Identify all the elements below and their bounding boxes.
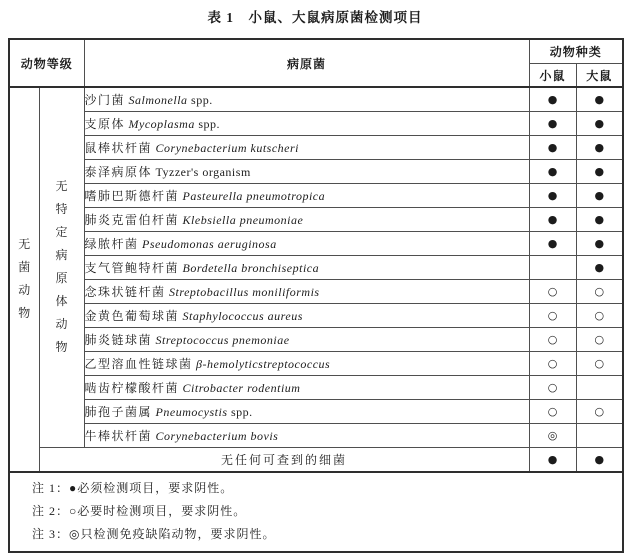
pathogen-name-cell	[84, 207, 529, 231]
mouse-marker-cell: ○	[529, 327, 576, 351]
rat-marker-cell: ○	[576, 279, 623, 303]
pathogen-name-cell	[84, 303, 529, 327]
grade-label-vertical	[40, 175, 84, 359]
rat-marker-cell: ○	[576, 399, 623, 423]
grade-char: 菌	[18, 260, 31, 275]
table-body	[9, 87, 623, 552]
pathogen-chinese-name: 啮齿柠檬酸杆菌	[84, 380, 180, 395]
pathogen-latin-name: Citrobacter rodentium	[179, 380, 301, 395]
pathogen-name-cell	[84, 255, 529, 279]
pathogen-row	[9, 423, 623, 447]
pathogen-row	[9, 303, 623, 327]
pathogen-latin-name: Pasteurella pneumotropica	[179, 188, 326, 203]
pathogen-latin-name: Streptococcus pnemoniae	[152, 332, 290, 347]
header-rat: 大鼠	[576, 64, 623, 88]
mouse-marker-cell: ◎	[529, 423, 576, 447]
pathogen-chinese-name: 嗜肺巴斯德杆菌	[84, 188, 180, 203]
pathogen-name-cell	[84, 135, 529, 159]
pathogen-name-suffix: spp.	[187, 92, 213, 107]
header-pathogen: 病原菌	[84, 39, 529, 87]
table-title: 表 1 小鼠、大鼠病原菌检测项目	[207, 10, 423, 25]
pathogen-chinese-name: 支原体	[84, 116, 126, 131]
note-3: 注 3：◎只检测免疫缺陷动物，要求阴性。	[32, 527, 276, 541]
pathogen-latin-name: Streptobacillus moniliformis	[165, 284, 320, 299]
pathogen-row	[9, 255, 623, 279]
mouse-marker-cell: ○	[529, 351, 576, 375]
pathogen-latin-name: β-hemolyticstreptococcus	[192, 356, 331, 371]
pathogen-chinese-name: 泰泽病原体	[84, 164, 153, 179]
pathogen-chinese-name: 支气管鲍特杆菌	[84, 260, 180, 275]
pathogen-row	[9, 279, 623, 303]
header-row-1	[9, 39, 623, 64]
pathogen-latin-name: Corynebacterium bovis	[152, 428, 279, 443]
pathogen-row	[9, 87, 623, 111]
notes-box	[9, 472, 623, 552]
pathogen-name-cell	[84, 279, 529, 303]
mouse-marker-cell: ○	[529, 303, 576, 327]
pathogen-chinese-name: 肺孢子菌属	[84, 404, 153, 419]
grade-char: 原	[55, 271, 68, 286]
pathogen-latin-name: Mycoplasma	[125, 116, 195, 131]
note-2: 注 2：○必要时检测项目，要求阴性。	[32, 504, 247, 518]
rat-marker-cell: ○	[576, 303, 623, 327]
pathogen-name-suffix: spp.	[227, 404, 253, 419]
grade-char: 动	[18, 283, 31, 298]
rat-marker-cell	[576, 423, 623, 447]
table-header	[9, 39, 623, 87]
rat-marker-cell: ●	[576, 183, 623, 207]
grade-char: 动	[55, 317, 68, 332]
pathogen-detection-table	[8, 38, 624, 553]
rat-marker-cell: ●	[576, 255, 623, 279]
mouse-marker-cell: ●	[529, 87, 576, 111]
mouse-marker-cell: ●	[529, 135, 576, 159]
summary-rat-marker: ●	[576, 447, 623, 472]
rat-marker-cell: ●	[576, 111, 623, 135]
pathogen-row	[9, 351, 623, 375]
pathogen-row	[9, 327, 623, 351]
pathogen-name-cell	[84, 399, 529, 423]
pathogen-row	[9, 399, 623, 423]
pathogen-name-cell	[84, 351, 529, 375]
grade-label-vertical	[10, 233, 39, 325]
pathogen-chinese-name: 肺炎克雷伯杆菌	[84, 212, 180, 227]
pathogen-name-cell	[84, 231, 529, 255]
pathogen-chinese-name: 牛棒状杆菌	[84, 428, 153, 443]
pathogen-name-cell	[84, 327, 529, 351]
pathogen-chinese-name: 鼠棒状杆菌	[84, 140, 153, 155]
mouse-marker-cell: ●	[529, 111, 576, 135]
header-species-group: 动物种类	[529, 39, 623, 64]
grade-char: 无	[55, 179, 68, 194]
pathogen-name-cell	[84, 183, 529, 207]
rat-marker-cell: ●	[576, 87, 623, 111]
rat-marker-cell: ●	[576, 207, 623, 231]
pathogen-latin-name: Pneumocystis	[152, 404, 228, 419]
pathogen-chinese-name: 乙型溶血性链球菌	[84, 356, 193, 371]
pathogen-name-cell	[84, 87, 529, 111]
notes-row	[9, 472, 623, 552]
note-1: 注 1：●必须检测项目，要求阴性。	[32, 481, 234, 495]
grade-cell-spf-animal	[39, 87, 84, 447]
pathogen-name-suffix: Tyzzer's organism	[152, 164, 251, 179]
mouse-marker-cell	[529, 255, 576, 279]
mouse-marker-cell: ○	[529, 399, 576, 423]
grade-cell-germ-free-animal	[9, 87, 39, 472]
summary-mouse-marker: ●	[529, 447, 576, 472]
mouse-marker-cell: ○	[529, 279, 576, 303]
pathogen-latin-name: Staphylococcus aureus	[179, 308, 303, 323]
pathogen-latin-name: Klebsiella pneumoniae	[179, 212, 304, 227]
grade-char: 病	[55, 248, 68, 263]
pathogen-latin-name: Salmonella	[125, 92, 188, 107]
rat-marker-cell: ○	[576, 327, 623, 351]
grade-char: 定	[55, 225, 68, 240]
pathogen-chinese-name: 肺炎链球菌	[84, 332, 153, 347]
pathogen-chinese-name: 念珠状链杆菌	[84, 284, 166, 299]
pathogen-name-suffix: spp.	[194, 116, 221, 131]
rat-marker-cell: ●	[576, 135, 623, 159]
rat-marker-cell: ●	[576, 231, 623, 255]
pathogen-row	[9, 111, 623, 135]
pathogen-row	[9, 231, 623, 255]
header-animal-grade: 动物等级	[9, 39, 84, 87]
rat-marker-cell: ○	[576, 351, 623, 375]
rat-marker-cell: ●	[576, 159, 623, 183]
grade-char: 特	[55, 202, 68, 217]
pathogen-name-cell	[84, 111, 529, 135]
pathogen-row	[9, 135, 623, 159]
summary-label: 无任何可查到的细菌	[39, 447, 529, 472]
pathogen-row	[9, 183, 623, 207]
pathogen-name-cell	[84, 159, 529, 183]
pathogen-row	[9, 207, 623, 231]
pathogen-row	[9, 375, 623, 399]
pathogen-chinese-name: 金黄色葡萄球菌	[84, 308, 180, 323]
mouse-marker-cell: ●	[529, 231, 576, 255]
pathogen-latin-name: Pseudomonas aeruginosa	[138, 236, 277, 251]
header-mouse: 小鼠	[529, 64, 576, 88]
pathogen-name-cell	[84, 423, 529, 447]
pathogen-chinese-name: 绿脓杆菌	[84, 236, 139, 251]
grade-char: 体	[55, 294, 68, 309]
mouse-marker-cell: ○	[529, 375, 576, 399]
mouse-marker-cell: ●	[529, 183, 576, 207]
mouse-marker-cell: ●	[529, 207, 576, 231]
mouse-marker-cell: ●	[529, 159, 576, 183]
pathogen-latin-name: Corynebacterium kutscheri	[152, 140, 299, 155]
grade-char: 物	[18, 306, 31, 321]
pathogen-row	[9, 159, 623, 183]
pathogen-name-cell	[84, 375, 529, 399]
rat-marker-cell	[576, 375, 623, 399]
grade-char: 物	[55, 340, 68, 355]
pathogen-latin-name: Bordetella bronchiseptica	[179, 260, 320, 275]
summary-row	[9, 447, 623, 472]
pathogen-chinese-name: 沙门菌	[84, 92, 126, 107]
grade-char: 无	[18, 237, 31, 252]
